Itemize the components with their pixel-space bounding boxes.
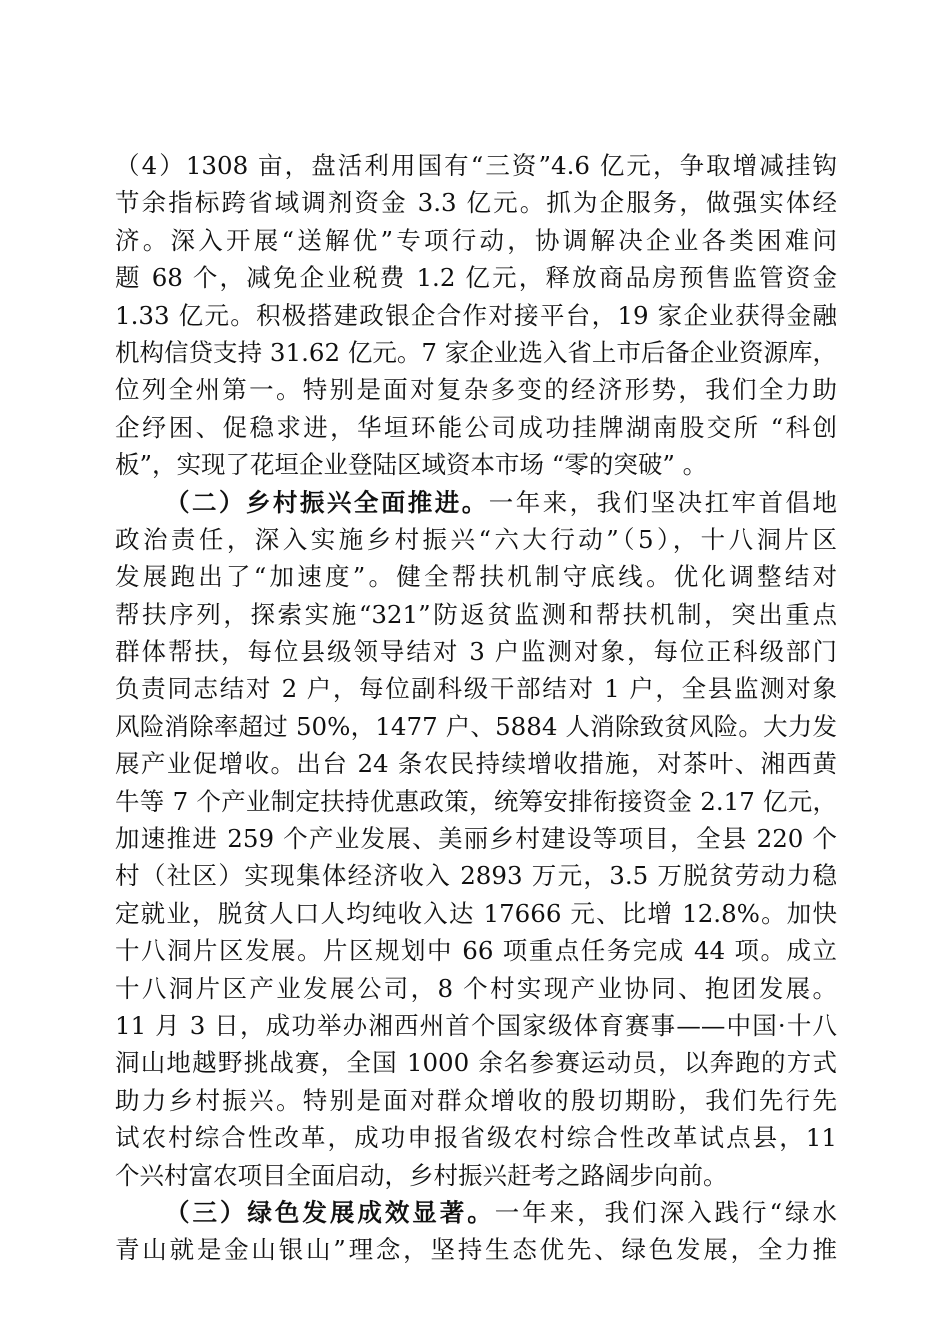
section-heading: （二）乡村振兴全面推进。 xyxy=(165,487,489,517)
text-line: 企纾困、促稳求进，华垣环能公司成功挂牌湖南股交所 “科创 xyxy=(115,412,837,442)
text-line: 济。深入开展“送解优”专项行动，协调解决企业各类困难问 xyxy=(115,225,837,255)
text-line: 发展跑出了“加速度”。健全帮扶机制守底线。优化调整结对 xyxy=(115,562,837,592)
text-line-content: 一年来，我们深入践行“绿水 xyxy=(494,1197,837,1227)
text-line: 加速推进 259 个产业发展、美丽乡村建设等项目，全县 220 个 xyxy=(115,824,837,854)
text-line: 展产业促增收。出台 24 条农民持续增收措施，对茶叶、湘西黄 xyxy=(115,749,837,779)
paragraph-economy xyxy=(115,147,837,484)
text-line xyxy=(115,484,837,521)
text-line: 洞山地越野挑战赛，全国 1000 余名参赛运动员，以奔跑的方式 xyxy=(115,1048,837,1078)
text-line: 11 月 3 日，成功举办湘西州首个国家级体育赛事——中国·十八 xyxy=(115,1010,837,1040)
text-line xyxy=(115,1194,837,1231)
text-line: 个兴村富农项目全面启动，乡村振兴赶考之路阔步向前。 xyxy=(115,1160,728,1190)
text-line: 1.33 亿元。积极搭建政银企合作对接平台，19 家企业获得金融 xyxy=(115,300,837,330)
text-line: 题 68 个，减免企业税费 1.2 亿元，释放商品房预售监管资金 xyxy=(115,263,837,293)
section-heading: （三）绿色发展成效显著。 xyxy=(165,1197,495,1227)
text-line: 风险消除率超过 50%，1477 户、5884 人消除致贫风险。大力发 xyxy=(115,711,837,741)
text-line: 牛等 7 个产业制定扶持优惠政策，统筹安排衔接资金 2.17 亿元， xyxy=(115,786,837,816)
text-line: 定就业，脱贫人口人均纯收入达 17666 元、比增 12.8%。加快 xyxy=(115,898,837,928)
text-line: 机构信贷支持 31.62 亿元。7 家企业选入省上市后备企业资源库， xyxy=(115,337,837,367)
text-line: 群体帮扶，每位县级领导结对 3 户监测对象，每位正科级部门 xyxy=(115,637,837,667)
text-line: 十八洞片区发展。片区规划中 66 项重点任务完成 44 项。成立 xyxy=(115,936,837,966)
text-line-content: 一年来，我们坚决扛牢首倡地 xyxy=(488,487,837,517)
paragraph-rural-revitalization xyxy=(115,484,837,1194)
paragraph-green-development xyxy=(115,1194,837,1269)
document-body xyxy=(115,147,837,1269)
text-line: 帮扶序列，探索实施“321”防返贫监测和帮扶机制，突出重点 xyxy=(115,599,837,629)
text-line: 负责同志结对 2 户，每位副科级干部结对 1 户，全县监测对象 xyxy=(115,674,837,704)
text-line: 政治责任，深入实施乡村振兴“六大行动”（5），十八洞片区 xyxy=(115,524,837,554)
text-line: （4）1308 亩，盘活利用国有“三资”4.6 亿元，争取增减挂钩 xyxy=(115,151,837,180)
text-line: 节余指标跨省域调剂资金 3.3 亿元。抓为企服务，做强实体经 xyxy=(115,188,837,218)
text-line: 助力乡村振兴。特别是面对群众增收的殷切期盼，我们先行先 xyxy=(115,1085,837,1115)
text-line: 青山就是金山银山”理念，坚持生态优先、绿色发展，全力推 xyxy=(115,1235,837,1265)
text-line: 试农村综合性改革，成功申报省级农村综合性改革试点县，11 xyxy=(115,1123,837,1153)
text-line: 板”，实现了花垣企业登陆区域资本市场 “零的突破” 。 xyxy=(115,450,708,480)
text-line: 十八洞片区产业发展公司，8 个村实现产业协同、抱团发展。 xyxy=(115,973,837,1003)
text-line: 村（社区）实现集体经济收入 2893 万元，3.5 万脱贫劳动力稳 xyxy=(115,861,837,891)
text-line: 位列全州第一。特别是面对复杂多变的经济形势，我们全力助 xyxy=(115,375,837,405)
